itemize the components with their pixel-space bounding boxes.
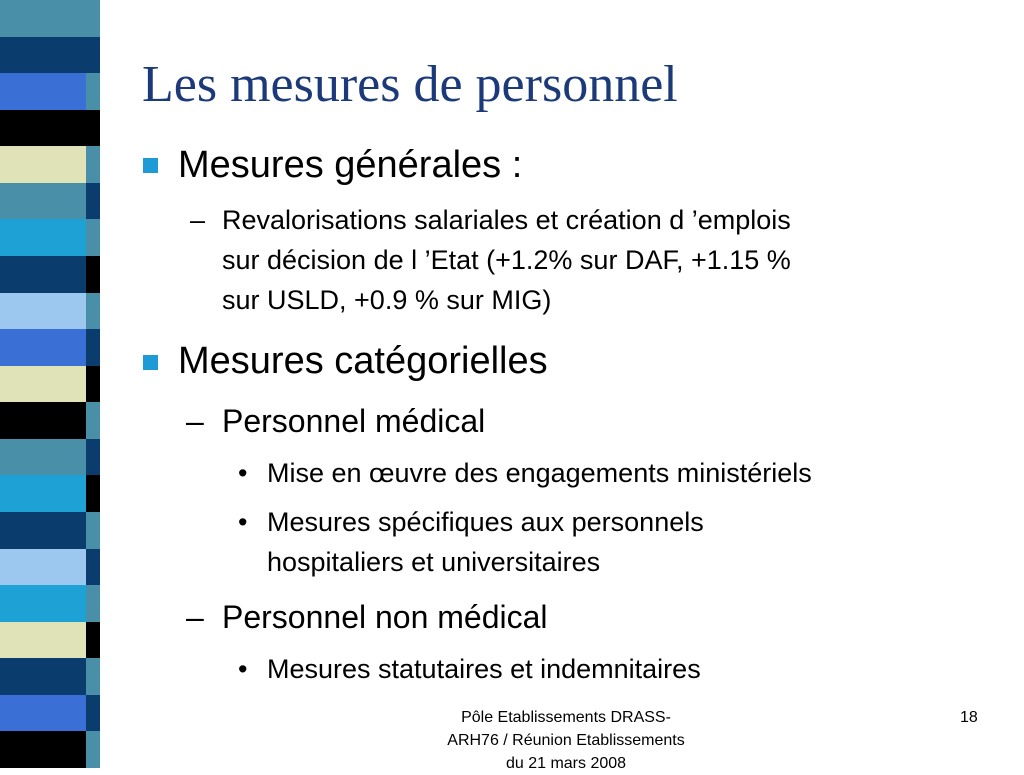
strip-piece [34, 146, 86, 183]
strip-piece [34, 219, 86, 256]
strip-piece [0, 183, 34, 220]
strip-piece [0, 146, 34, 183]
strip-band [0, 622, 100, 659]
bullet-mesures-categorielles: Mesures catégorielles [178, 340, 548, 382]
sub-bullet-personnel-non-medical: Personnel non médical [222, 599, 548, 635]
dash-marker: – [186, 403, 204, 439]
dot-marker: • [238, 654, 248, 684]
strip-piece [0, 293, 34, 330]
dot-marker: • [238, 507, 248, 537]
strip-piece [34, 183, 86, 220]
sub-sub-bullet-line: Mesures spécifiques aux personnels [267, 507, 704, 537]
strip-piece [86, 0, 100, 37]
strip-piece [86, 293, 100, 330]
sub-bullet-line: Revalorisations salariales et création d ’emplois [222, 205, 791, 235]
strip-piece [34, 366, 86, 403]
strip-piece [86, 475, 100, 512]
strip-band [0, 731, 100, 768]
strip-piece [34, 512, 86, 549]
strip-band [0, 329, 100, 366]
strip-band [0, 73, 100, 110]
strip-piece [0, 329, 34, 366]
strip-piece [0, 0, 34, 37]
strip-piece [0, 256, 34, 293]
strip-piece [86, 439, 100, 476]
strip-band [0, 110, 100, 147]
strip-piece [34, 731, 86, 768]
slide-footer [396, 706, 736, 775]
strip-piece [0, 658, 34, 695]
strip-band [0, 219, 100, 256]
strip-band [0, 256, 100, 293]
strip-piece [0, 585, 34, 622]
strip-band [0, 37, 100, 74]
strip-piece [34, 658, 86, 695]
strip-piece [86, 256, 100, 293]
strip-band [0, 0, 100, 37]
strip-band [0, 549, 100, 586]
strip-piece [86, 366, 100, 403]
strip-piece [34, 549, 86, 586]
strip-piece [0, 402, 34, 439]
sub-sub-bullet-line: Mesures statutaires et indemnitaires [267, 654, 701, 684]
bullet-mesures-generales: Mesures générales : [178, 144, 523, 186]
strip-piece [86, 110, 100, 147]
strip-piece [0, 366, 34, 403]
dash-marker: – [190, 205, 206, 235]
strip-piece [86, 402, 100, 439]
strip-piece [86, 219, 100, 256]
strip-piece [34, 402, 86, 439]
sub-bullet-personnel-medical: Personnel médical [222, 403, 486, 439]
decorative-side-strip [0, 0, 100, 768]
strip-piece [0, 439, 34, 476]
strip-piece [0, 475, 34, 512]
sub-bullet-line: sur USLD, +0.9 % sur MIG) [222, 285, 552, 315]
strip-piece [86, 37, 100, 74]
strip-piece [86, 183, 100, 220]
strip-band [0, 183, 100, 220]
strip-band [0, 695, 100, 732]
strip-piece [0, 549, 34, 586]
sub-sub-bullet-line: hospitaliers et universitaires [267, 547, 601, 577]
strip-piece [34, 73, 86, 110]
strip-band [0, 146, 100, 183]
strip-piece [34, 293, 86, 330]
strip-piece [0, 622, 34, 659]
strip-piece [34, 110, 86, 147]
dot-marker: • [238, 458, 248, 488]
strip-piece [86, 549, 100, 586]
strip-piece [86, 585, 100, 622]
strip-band [0, 402, 100, 439]
strip-piece [34, 329, 86, 366]
footer-line: Pôle Etablissements DRASS- [461, 709, 671, 726]
strip-band [0, 585, 100, 622]
square-bullet-icon [143, 355, 158, 370]
strip-band [0, 293, 100, 330]
strip-piece [0, 731, 34, 768]
strip-band [0, 658, 100, 695]
strip-piece [0, 73, 34, 110]
dash-marker: – [186, 599, 204, 635]
strip-piece [34, 0, 86, 37]
strip-piece [34, 37, 86, 74]
strip-piece [86, 622, 100, 659]
strip-piece [86, 512, 100, 549]
strip-band [0, 366, 100, 403]
footer-line: ARH76 / Réunion Etablissements [447, 732, 685, 749]
strip-piece [34, 439, 86, 476]
strip-piece [86, 329, 100, 366]
strip-piece [86, 695, 100, 732]
sub-sub-bullet-line: Mise en œuvre des engagements ministériels [267, 458, 812, 488]
page-number: 18 [960, 709, 978, 726]
strip-piece [34, 695, 86, 732]
strip-piece [86, 146, 100, 183]
strip-piece [86, 731, 100, 768]
strip-piece [34, 475, 86, 512]
strip-piece [0, 219, 34, 256]
strip-band [0, 439, 100, 476]
strip-piece [0, 110, 34, 147]
square-bullet-icon [143, 158, 158, 173]
strip-piece [0, 512, 34, 549]
strip-piece [34, 622, 86, 659]
strip-piece [0, 695, 34, 732]
strip-piece [0, 37, 34, 74]
strip-piece [86, 658, 100, 695]
footer-line: du 21 mars 2008 [505, 755, 627, 772]
sub-bullet-line: sur décision de l ’Etat (+1.2% sur DAF, +1.15 % [222, 245, 791, 275]
strip-piece [86, 73, 100, 110]
strip-band [0, 475, 100, 512]
strip-piece [34, 585, 86, 622]
strip-band [0, 512, 100, 549]
strip-piece [34, 256, 86, 293]
slide-title: Les mesures de personnel [142, 56, 678, 113]
